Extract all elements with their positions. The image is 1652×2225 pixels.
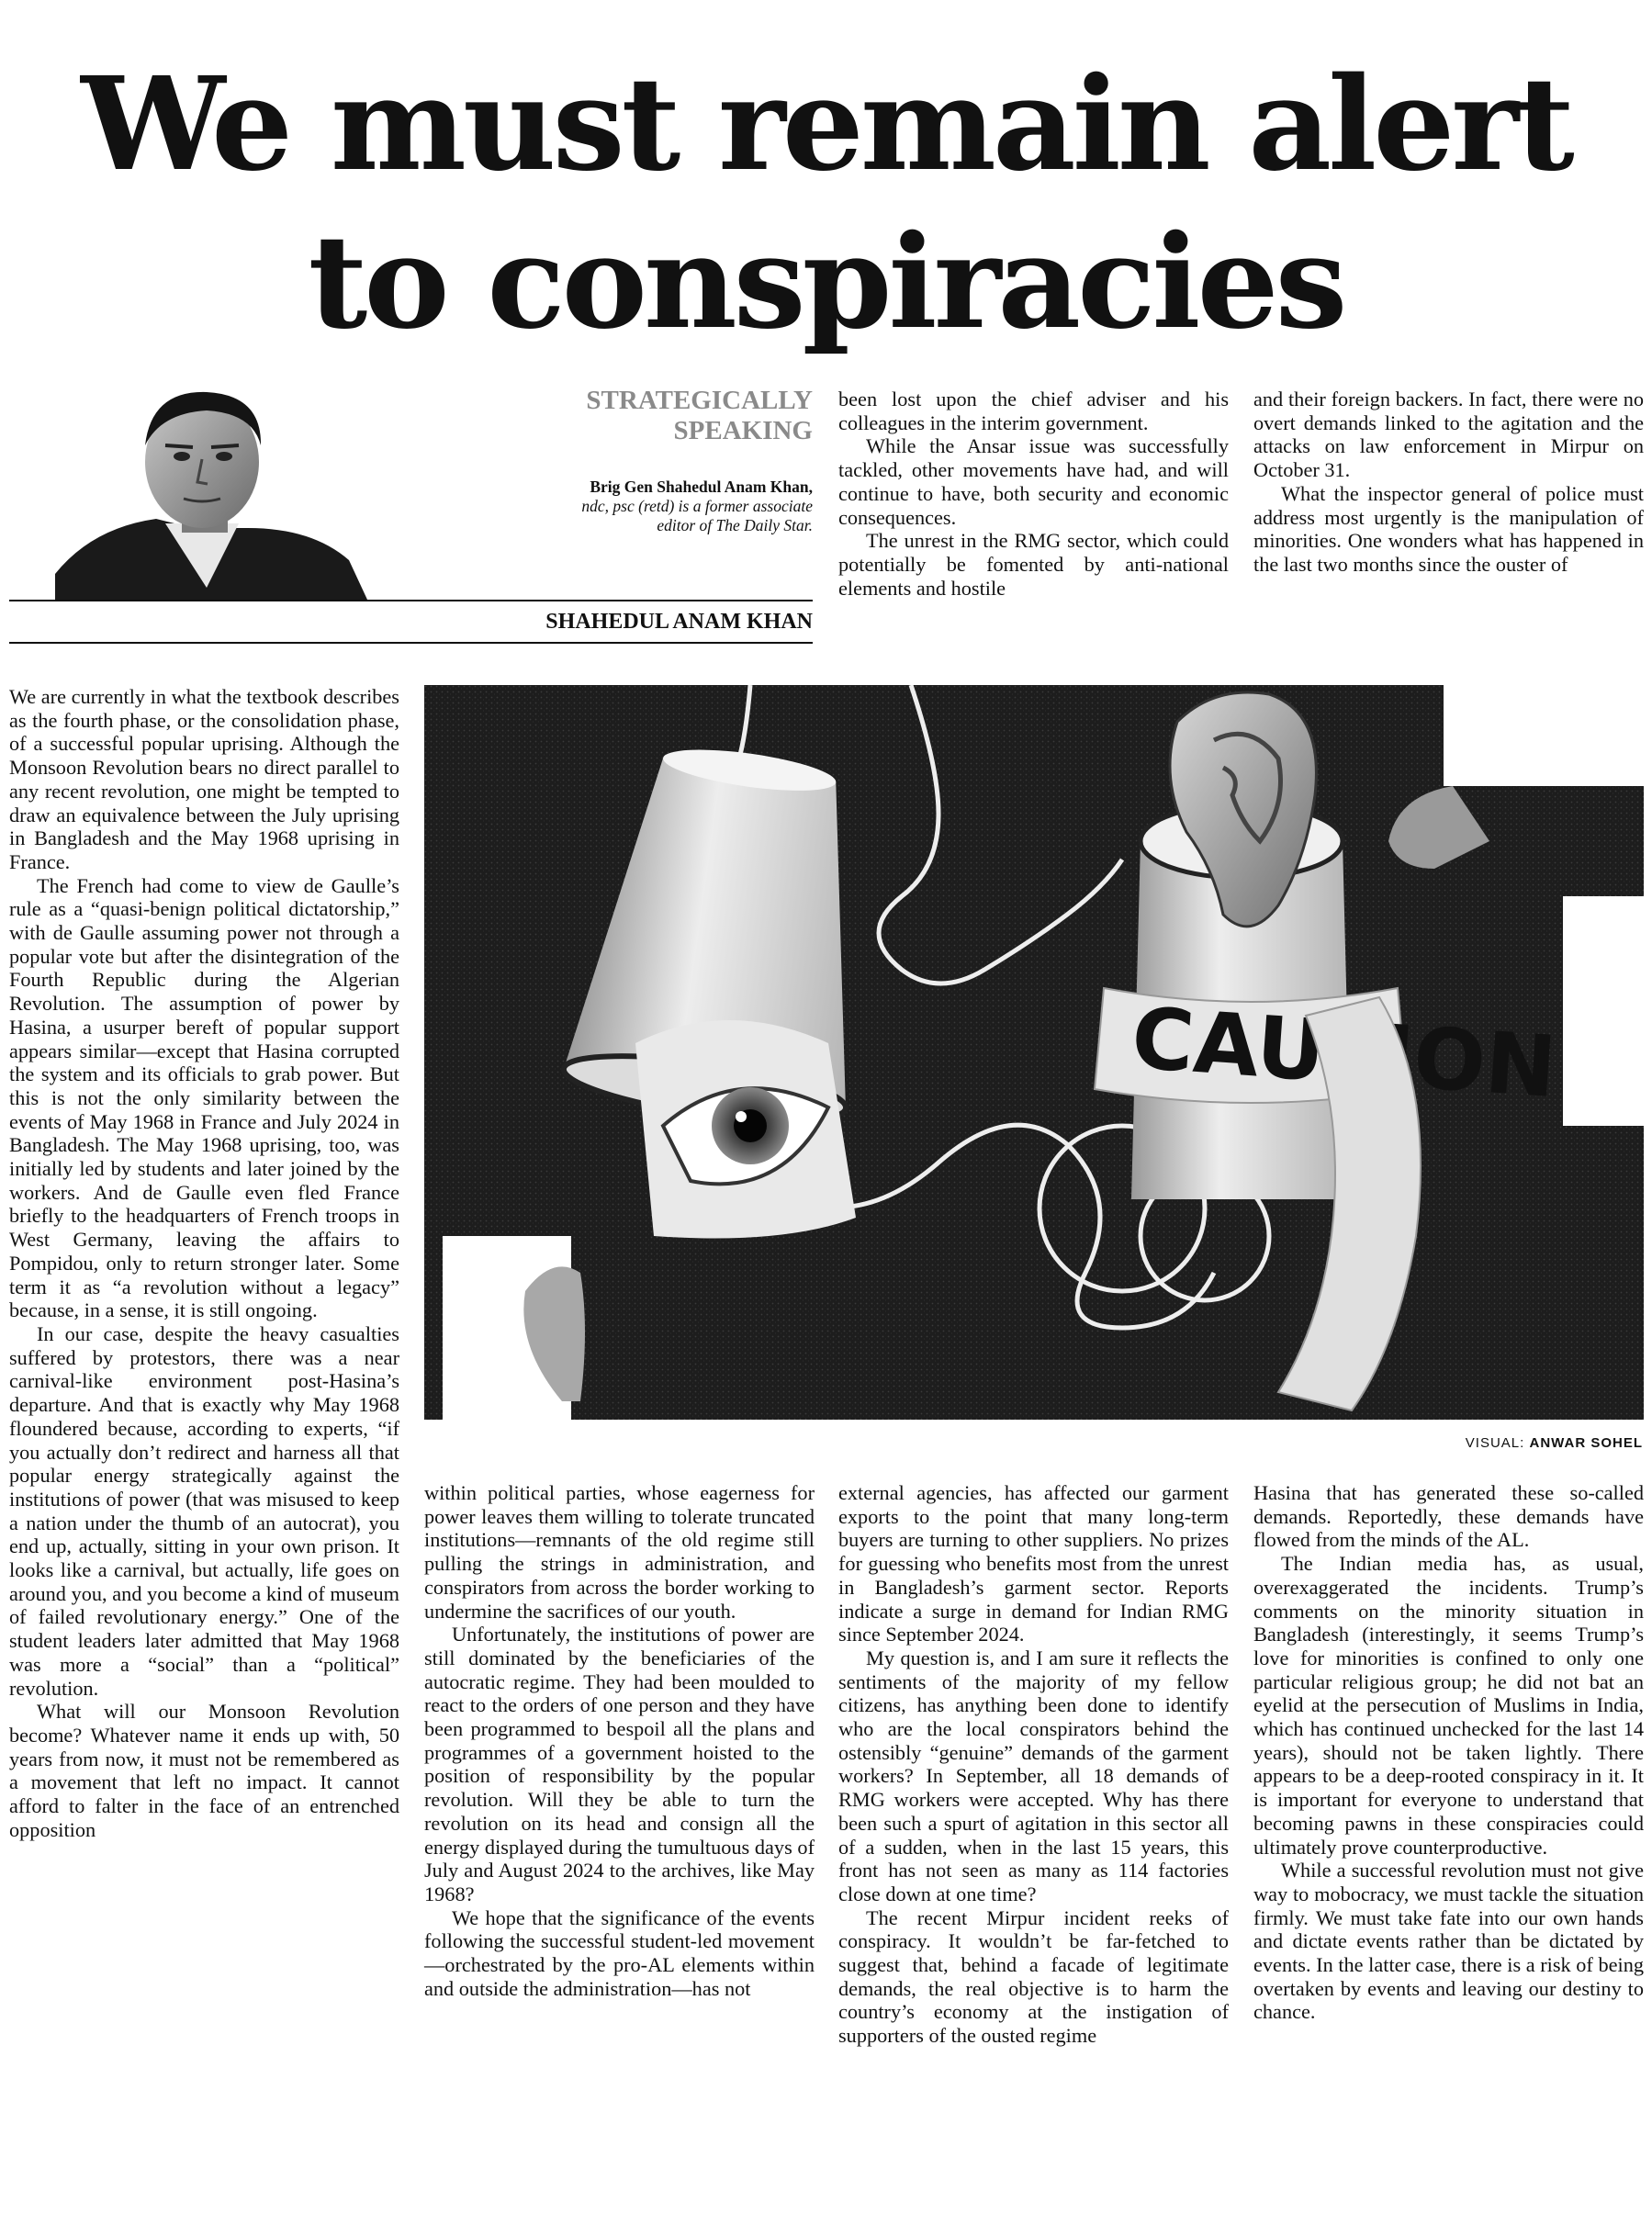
column-kicker	[514, 386, 813, 446]
paragraph: What the inspector general of police must address most urgently is the manipulation of minorities. One wonders what has happened in the last two months since the ouster of	[1253, 481, 1644, 576]
kicker-line-1: STRATEGICALLY	[586, 386, 813, 415]
paragraph: What will our Monsoon Revolution become? Whatever name it ends up with, 50 years from now, it must not be remembered as a movement that left no impact. It cannot afford to falter in the face of an entrenched opposition	[9, 1700, 399, 1841]
headline-line-2: to conspiracies	[308, 208, 1344, 358]
paragraph: The Indian media has, as usual, overexaggerated the incidents. Trump’s comments on the minority situation in Bangladesh (interestingly, it seems Trump’s love for minorities is confined to only one particular religious group; he did not bat an eyelid at the persecution of Muslims in India, which has continued unchecked for the last 14 years), should not be taken lightly. There appears to be a deep-rooted conspiracy in it. It is important for everyone to understand that becoming pawns in these conspiracies could ultimately prove counterproductive.	[1253, 1552, 1644, 1859]
column-3-top	[838, 388, 1229, 600]
column-4-top	[1253, 388, 1644, 577]
bio-role: editor of The Daily Star.	[657, 516, 813, 534]
bio-name: Brig Gen Shahedul Anam Khan,	[590, 478, 813, 496]
illustration-caution-cups	[424, 685, 1644, 1420]
byline: SHAHEDUL ANAM KHAN	[545, 610, 813, 634]
column-1	[9, 685, 399, 1841]
paragraph: Hasina that has generated these so-called demands. Reportedly, these demands have flowed from the minds of the AL.	[1253, 1481, 1644, 1552]
author-bio	[514, 478, 813, 535]
paragraph: We hope that the significance of the events following the successful student-led movement—orchestrated by the pro-AL elements within and outside the administration—has not	[424, 1905, 815, 2000]
paragraph: external agencies, has affected our garment exports to the point that many long-term buyers are turning to other suppliers. No prizes for guessing who benefits most from the unrest in Bangladesh’s garment sector. Reports indicate a surge in demand for Indian RMG since September 2024.	[838, 1481, 1229, 1646]
kicker-line-2: SPEAKING	[673, 416, 813, 445]
bio-credentials: ndc, psc (retd) is a former associate	[581, 497, 813, 515]
paragraph: The French had come to view de Gaulle’s rule as a “quasi-benign political dictatorship,” with de Gaulle assuming power not through a popular vote but after the disintegration of the Fourth Republic during the Algerian Revolution. The assumption of power by Hasina, a usurper bereft of popular support appears similar—except that Hasina corrupted the system and its officials to grab power. But this is not the only similarity between the events of May 1968 in France and July 2024 in Bangladesh. The May 1968 uprising, too, was initially led by students and later joined by the workers. And de Gaulle even fled France briefly to the headquarters of French troops in West Germany, leaving the affairs to Pompidou, only to return stronger later. Some term it as “a revolution without a legacy” because, in a sense, it is still ongoing.	[9, 873, 399, 1322]
column-2	[424, 1481, 815, 2000]
paragraph: been lost upon the chief adviser and his colleagues in the interim government.	[838, 388, 1229, 434]
author-portrait	[55, 390, 533, 600]
paragraph: The unrest in the RMG sector, which could potentially be fomented by anti-national elements and hostile	[838, 529, 1229, 600]
paragraph: within political parties, whose eagerness for power leaves them willing to tolerate truncated institutions—remnants of the old regime still pulling the strings in administration, and conspirators from across the border working to undermine the sacrifices of our youth.	[424, 1481, 815, 1623]
visual-credit	[1466, 1435, 1643, 1451]
paragraph: We are currently in what the textbook describes as the fourth phase, or the consolidation phase, of a successful popular uprising. Although the Monsoon Revolution bears no direct parallel to any recent revolution, one might be tempted to draw an equivalence between the July uprising in Bangladesh and the May 1968 uprising in France.	[9, 685, 399, 873]
headline	[0, 46, 1652, 362]
byline-rule-bottom	[9, 642, 813, 644]
paragraph: The recent Mirpur incident reeks of conspiracy. It wouldn’t be far-fetched to suggest that, behind a facade of legitimate demands, the real objective is to harm the country’s economy at the instigation of supporters of the ousted regime	[838, 1905, 1229, 2048]
paragraph: While a successful revolution must not give way to mobocracy, we must tackle the situation firmly. We must take fate into our own hands and dictate events rather than be dictated by events. In the latter case, there is a risk of being overtaken by events and leaving our destiny to chance.	[1253, 1859, 1644, 2024]
paragraph: While the Ansar issue was successfully tackled, other movements have had, and will continue to have, both security and economic consequences.	[838, 434, 1229, 529]
column-3	[838, 1481, 1229, 2048]
headline-line-1: We must remain alert	[81, 50, 1571, 200]
paragraph: and their foreign backers. In fact, there were no overt demands linked to the agitation and the attacks on law enforcement in Mirpur on October 31.	[1253, 388, 1644, 482]
paragraph: My question is, and I am sure it reflects the sentiments of the majority of my fellow citizens, has anything been done to identify who are the local conspirators behind the ostensibly “genuine” demands of the garment workers? In September, all 18 demands of RMG workers were accepted. Why has there been such a spurt of agitation in this sector all of a sudden, when in the last 15 years, this front has not seen as many as 114 factories close down at one time?	[838, 1646, 1229, 1905]
paragraph: In our case, despite the heavy casualties suffered by protestors, there was a near carnival-like environment post-Hasina’s departure. And that is exactly why May 1968 floundered because, according to experts, “if you actually don’t redirect and harness all that popular energy strategically against the institutions of power (that was misused to keep a nation under the thumb of an autocrat), you end up, actually, sitting in your own prison. It looks like a carnival, but actually, life goes on around you, and you become a kind of museum of failed revolutionary energy.” One of the student leaders later admitted that May 1968 was more a “social” than a “political” revolution.	[9, 1321, 399, 1700]
visual-credit-label: VISUAL:	[1465, 1435, 1525, 1451]
visual-credit-name: ANWAR SOHEL	[1529, 1435, 1643, 1451]
paragraph: Unfortunately, the institutions of power are still dominated by the beneficiaries of the autocratic regime. They had been moulded to react to the orders of one person and they have been programmed to bespoil all the plans and programmes of a government hoisted to the position of responsibility by the popular revolution. Will they be able to turn the revolution on its head and consign all the energy displayed during the tumultuous days of July and August 2024 to the archives, like May 1968?	[424, 1623, 815, 1905]
column-4	[1253, 1481, 1644, 2024]
byline-rule-top	[9, 600, 813, 601]
bio-publication: The Daily Star.	[715, 516, 813, 534]
